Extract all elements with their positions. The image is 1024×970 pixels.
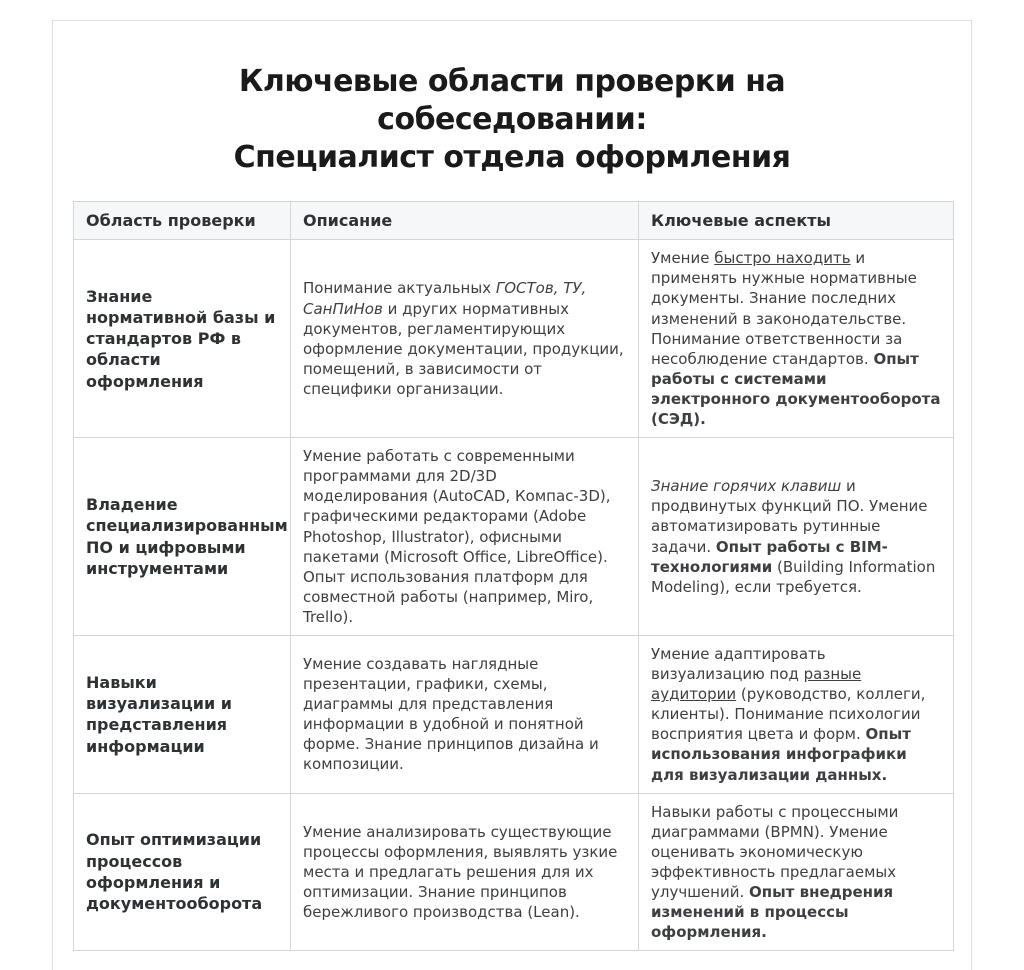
description-cell <box>291 793 639 951</box>
text-segment: ГОСТов, ТУ, СанПиНов <box>303 279 587 318</box>
key-aspects-cell <box>639 438 954 636</box>
text-segment: Умение адаптировать визуализацию под <box>651 644 826 684</box>
area-cell: Опыт оптимизации процессов оформления и документооборота <box>74 793 291 951</box>
key-aspects-cell <box>639 240 954 438</box>
table-row <box>74 793 954 951</box>
area-cell: Навыки визуализации и представления информации <box>74 635 291 793</box>
text-segment: и применять нужные нормативные документы. Знание последних изменений в законодательстве. Понимание ответственности за несоблюдение стандартов. <box>651 249 917 368</box>
table-row <box>74 635 954 793</box>
page-title-line2: Специалист отдела оформления <box>233 140 791 176</box>
description-cell <box>291 635 639 793</box>
text-segment: Знание горячих клавиш <box>651 477 842 496</box>
header-cell-description: Описание <box>291 202 639 240</box>
header-cell-key-aspects: Ключевые аспекты <box>639 202 954 240</box>
text-segment: Опыт работы с BIM-технологиями <box>651 537 888 576</box>
page-title-line1: Ключевые области проверки на собеседовании: <box>238 64 786 138</box>
text-segment: Умение <box>651 249 715 268</box>
text-segment: Опыт использования инфографики для визуализации данных. <box>651 725 911 784</box>
text-segment: Опыт внедрения изменений в процессы оформления. <box>651 883 894 942</box>
header-cell-area: Область проверки <box>74 202 291 240</box>
text-segment: Умение создавать наглядные презентации, графики, схемы, диаграммы для представления информации в удобной и понятной форме. Знание принципов дизайна и композиции. <box>303 655 599 774</box>
table-row <box>74 438 954 636</box>
table-body <box>74 240 954 951</box>
text-segment: и продвинутых функций ПО. Умение автоматизировать рутинные задачи. <box>651 477 928 556</box>
text-segment: Навыки работы с процессными диаграммами (BPMN). Умение оценивать экономическую эффективность предлагаемых улучшений. <box>651 802 899 901</box>
text-segment: Опыт работы с системами электронного документооборота (СЭД). <box>651 349 941 429</box>
area-cell: Знание нормативной базы и стандартов РФ в области оформления <box>74 240 291 438</box>
text-segment: быстро находить <box>714 249 851 268</box>
text-segment: разные аудитории <box>651 665 862 704</box>
text-segment: и других нормативных документов, регламентирующих оформление документации, продукции, помещений, в зависимости от специфики организации. <box>303 299 624 398</box>
text-segment: (Building Information Modeling), если требуется. <box>651 557 936 596</box>
table-row <box>74 240 954 438</box>
page-title <box>182 63 842 177</box>
text-segment: Умение работать с современными программами для 2D/3D моделирования (AutoCAD, Компас-3D), графическими редакторами (Adobe Photoshop, Illustrator), офисными пакетами (Microsoft Office, LibreOffice). Опыт использования платформ для совместной работы (например, Miro, Trello). <box>303 447 611 626</box>
key-aspects-cell <box>639 793 954 951</box>
key-aspects-cell <box>639 635 954 793</box>
text-segment: Понимание актуальных <box>303 279 496 298</box>
text-segment: (руководство, коллеги, клиенты). Понимание психологии восприятия цвета и форм. <box>651 685 926 744</box>
description-cell <box>291 240 639 438</box>
description-cell <box>291 438 639 636</box>
interview-areas-table <box>73 201 954 951</box>
area-cell: Владение специализированным ПО и цифровыми инструментами <box>74 438 291 636</box>
text-segment: Умение анализировать существующие процессы оформления, выявлять узкие места и предлагать решения для их оптимизации. Знание принципов бережливого производства (Lean). <box>303 822 618 922</box>
table-header-row <box>74 202 954 240</box>
page-card <box>52 20 972 970</box>
